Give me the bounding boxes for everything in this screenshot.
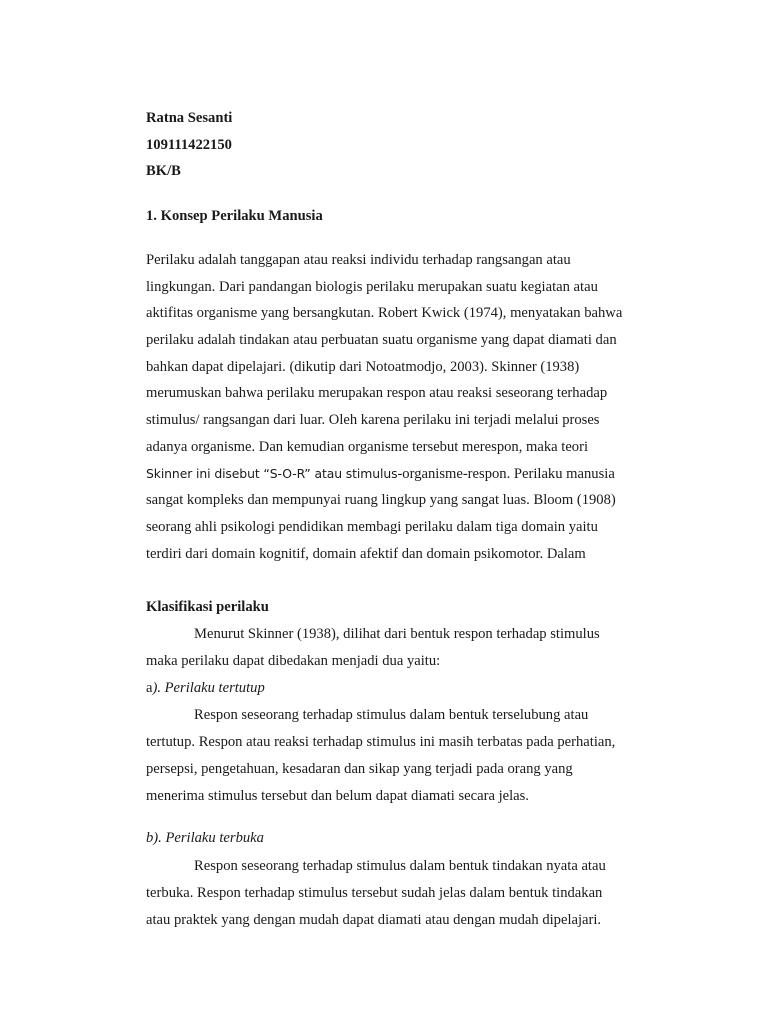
- paragraph-line: [146, 464, 615, 484]
- paragraph-line: tertutup. Respon atau reaksi terhadap stimulus ini masih terbatas pada perhatian,: [146, 734, 616, 750]
- author-name: Ratna Sesanti: [146, 110, 233, 126]
- section-title-konsep: 1. Konsep Perilaku Manusia: [146, 208, 323, 224]
- subsection-a-title: ). Perilaku tertutup: [152, 680, 265, 696]
- section-title-klasifikasi: Klasifikasi perilaku: [146, 599, 269, 615]
- paragraph-line: Respon seseorang terhadap stimulus dalam bentuk terselubung atau: [194, 707, 589, 723]
- paragraph-line: Respon seseorang terhadap stimulus dalam bentuk tindakan nyata atau: [194, 858, 606, 874]
- paragraph-line: seorang ahli psikologi pendidikan membagi perilaku dalam tiga domain yaitu: [146, 519, 598, 535]
- subsection-a-prefix: a: [146, 680, 153, 696]
- paragraph-line: stimulus/ rangsangan dari luar. Oleh karena perilaku ini terjadi melalui proses: [146, 412, 600, 428]
- paragraph-line: menerima stimulus tersebut dan belum dapat diamati secara jelas.: [146, 788, 529, 804]
- subsection-title-a: [146, 678, 265, 698]
- paragraph-line: adanya organisme. Dan kemudian organisme tersebut merespon, maka teori: [146, 439, 589, 455]
- paragraph-line: Menurut Skinner (1938), dilihat dari bentuk respon terhadap stimulus: [194, 626, 600, 642]
- paragraph-line: sangat kompleks dan mempunyai ruang lingkup yang sangat luas. Bloom (1908): [146, 492, 616, 508]
- paragraph-line: maka perilaku dapat dibedakan menjadi dua yaitu:: [146, 653, 441, 669]
- class-label: BK/B: [146, 163, 181, 179]
- paragraph-line: lingkungan. Dari pandangan biologis perilaku merupakan suatu kegiatan atau: [146, 279, 598, 295]
- sor-phrase-continuation: -organisme-respon. Perilaku manusia: [397, 466, 615, 482]
- paragraph-line: bahkan dapat dipelajari. (dikutip dari Notoatmodjo, 2003). Skinner (1938): [146, 359, 580, 375]
- sor-phrase: Skinner ini disebut “S-O-R” atau stimulus: [146, 466, 398, 481]
- paragraph-line: terdiri dari domain kognitif, domain afektif dan domain psikomotor. Dalam: [146, 546, 586, 562]
- paragraph-line: atau praktek yang dengan mudah dapat diamati atau dengan mudah dipelajari.: [146, 912, 602, 928]
- paragraph-line: aktifitas organisme yang bersangkutan. Robert Kwick (1974), menyatakan bahwa: [146, 305, 623, 321]
- paragraph-line: Perilaku adalah tanggapan atau reaksi individu terhadap rangsangan atau: [146, 252, 571, 268]
- subsection-title-b: b). Perilaku terbuka: [146, 830, 264, 846]
- paragraph-line: persepsi, pengetahuan, kesadaran dan sikap yang terjadi pada orang yang: [146, 761, 573, 777]
- paragraph-line: merumuskan bahwa perilaku merupakan respon atau reaksi seseorang terhadap: [146, 385, 608, 401]
- paragraph-line: terbuka. Respon terhadap stimulus tersebut sudah jelas dalam bentuk tindakan: [146, 885, 603, 901]
- paragraph-line: perilaku adalah tindakan atau perbuatan suatu organisme yang dapat diamati dan: [146, 332, 617, 348]
- student-id: 109111422150: [146, 137, 232, 153]
